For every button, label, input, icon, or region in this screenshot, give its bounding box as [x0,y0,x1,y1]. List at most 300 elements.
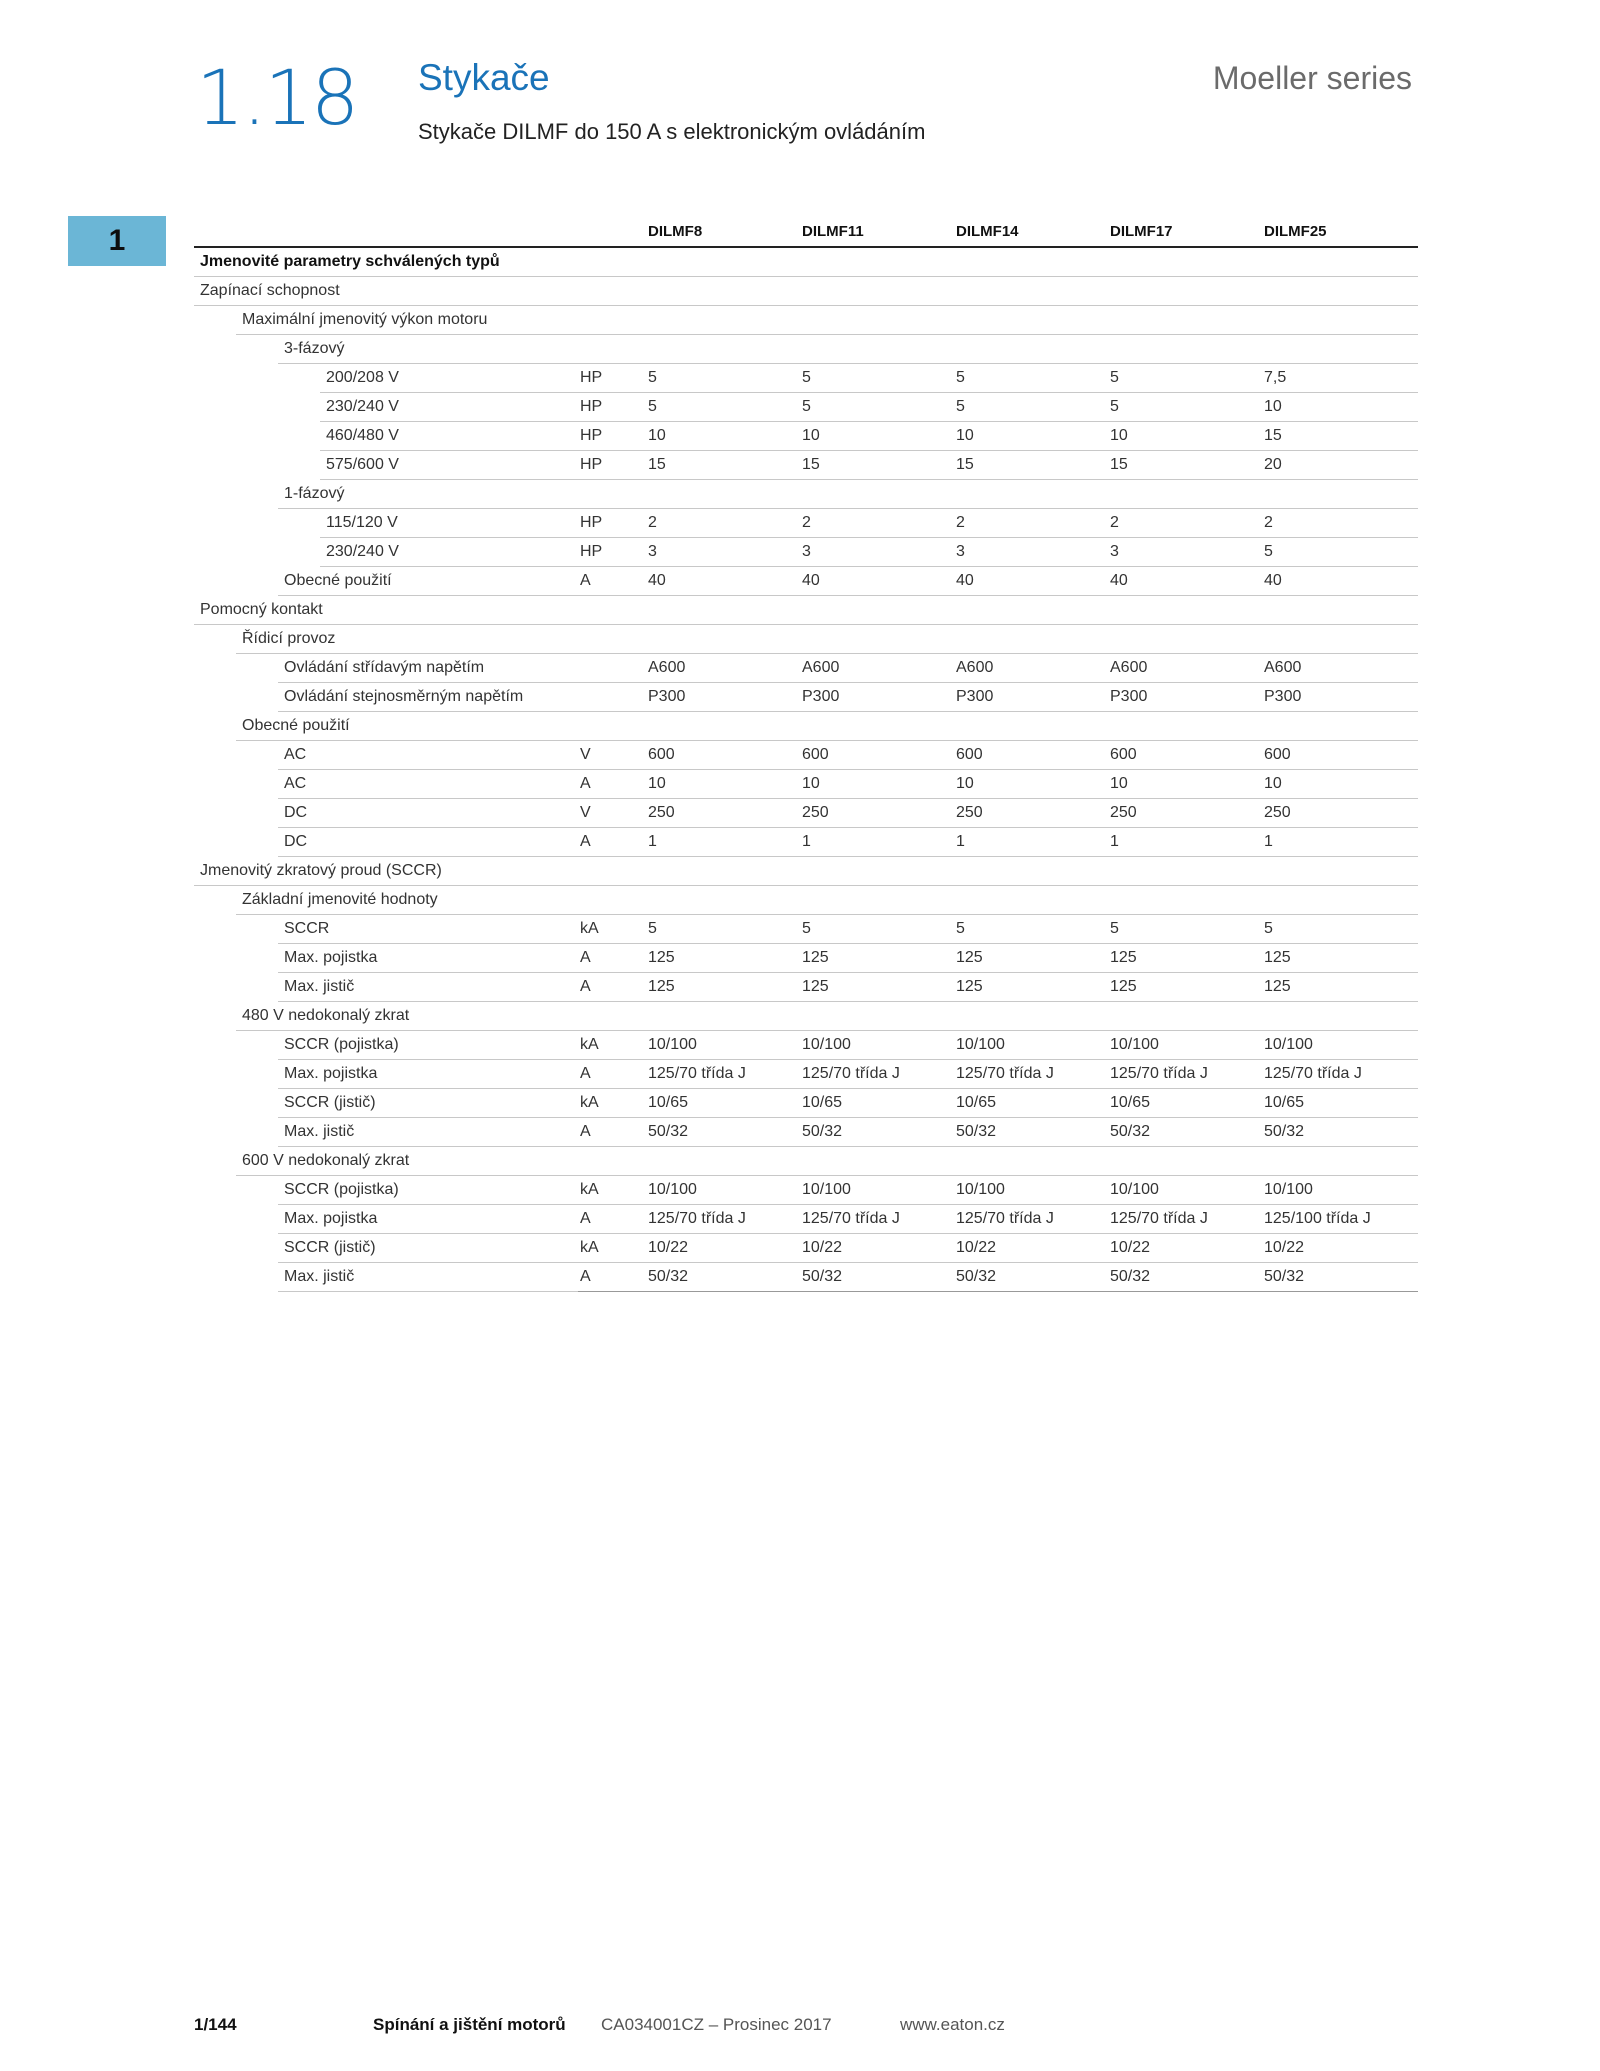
table-row [194,654,1418,683]
cell-value [1264,625,1418,654]
cell-value: 2 [1110,509,1264,538]
cell-value [802,335,956,364]
cell-value [802,1147,956,1176]
cell-value [802,857,956,886]
table-row [194,596,1418,625]
cell-value [802,277,956,306]
row-unit: kA [578,1089,648,1118]
footer-url[interactable]: www.eaton.cz [900,2015,1005,2034]
cell-value: 250 [1110,799,1264,828]
cell-value: 125 [1264,973,1418,1002]
row-label: 600 V nedokonalý zkrat [194,1147,578,1176]
cell-value [648,857,802,886]
row-label: 460/480 V [194,422,578,451]
row-label: Obecné použití [194,712,578,741]
cell-value [956,335,1110,364]
row-label: 3-fázový [194,335,578,364]
cell-value: 10/100 [956,1176,1110,1205]
row-label: Obecné použití [194,567,578,596]
column-header: DILMF8 [648,216,802,247]
cell-value: 1 [802,828,956,857]
cell-value [1264,857,1418,886]
cell-value [648,886,802,915]
cell-value: 5 [1264,538,1418,567]
group-title: Jmenovité parametry schválených typů [194,247,1418,277]
cell-value: 5 [956,364,1110,393]
cell-value: 10/65 [1110,1089,1264,1118]
cell-value: 50/32 [1264,1263,1418,1292]
cell-value: 10 [1110,770,1264,799]
row-unit: HP [578,538,648,567]
cell-value: 2 [648,509,802,538]
row-unit [578,1147,648,1176]
cell-value: 5 [1110,393,1264,422]
row-unit: kA [578,1176,648,1205]
row-label: DC [194,799,578,828]
cell-value [1264,277,1418,306]
cell-value: 3 [1110,538,1264,567]
cell-value: 10/22 [1110,1234,1264,1263]
cell-value [956,857,1110,886]
cell-value: 250 [1264,799,1418,828]
cell-value: 600 [1110,741,1264,770]
table-row [194,1002,1418,1031]
cell-value: 10 [648,422,802,451]
cell-value [956,480,1110,509]
cell-value [956,1002,1110,1031]
row-unit [578,277,648,306]
cell-value: 10/100 [648,1031,802,1060]
row-label: 1-fázový [194,480,578,509]
cell-value: 5 [956,915,1110,944]
cell-value: 10/100 [1264,1031,1418,1060]
cell-value: 10/100 [802,1031,956,1060]
series-label: Moeller series [1212,60,1412,96]
cell-value: 10/100 [802,1176,956,1205]
cell-value: 10/22 [648,1234,802,1263]
table-row [194,509,1418,538]
table-row [194,393,1418,422]
page-subtitle: Stykače DILMF do 150 A s elektronickým ovládáním [418,119,926,144]
cell-value: 250 [956,799,1110,828]
row-label: Jmenovitý zkratový proud (SCCR) [194,857,578,886]
row-label: Max. jistič [194,973,578,1002]
cell-value: 10 [1264,770,1418,799]
chapter-tab: 1 [68,216,166,266]
table-row [194,1263,1418,1292]
cell-value: 40 [1264,567,1418,596]
cell-value [1264,712,1418,741]
cell-value: 50/32 [802,1118,956,1147]
cell-value: 5 [1110,364,1264,393]
cell-value: 5 [802,393,956,422]
footer-topic: Spínání a jištění motorů [373,2015,566,2034]
cell-value: 125 [956,973,1110,1002]
cell-value [1110,480,1264,509]
cell-value: 1 [1264,828,1418,857]
row-label: Max. jistič [194,1118,578,1147]
cell-value [1110,1147,1264,1176]
cell-value [956,712,1110,741]
row-label: AC [194,770,578,799]
cell-value: 10 [956,422,1110,451]
cell-value [648,277,802,306]
row-unit: A [578,770,648,799]
cell-value [802,886,956,915]
cell-value [648,596,802,625]
cell-value [1110,306,1264,335]
footer-document: CA034001CZ – Prosinec 2017 [601,2015,832,2034]
row-label: 115/120 V [194,509,578,538]
row-unit: kA [578,915,648,944]
row-label: 230/240 V [194,538,578,567]
cell-value [648,1147,802,1176]
table-row [194,1176,1418,1205]
cell-value [1264,306,1418,335]
cell-value: 125/100 třída J [1264,1205,1418,1234]
row-label: Ovládání stejnosměrným napětím [194,683,578,712]
column-header: DILMF14 [956,216,1110,247]
row-unit: V [578,741,648,770]
cell-value: 3 [648,538,802,567]
table-row [194,944,1418,973]
table-row [194,799,1418,828]
cell-value [1264,1002,1418,1031]
row-label: 230/240 V [194,393,578,422]
row-unit: A [578,1205,648,1234]
cell-value: 125/70 třída J [956,1060,1110,1089]
cell-value: 50/32 [648,1263,802,1292]
cell-value [1264,886,1418,915]
cell-value: 5 [1110,915,1264,944]
cell-value: 1 [956,828,1110,857]
cell-value: 125 [802,973,956,1002]
cell-value: 125/70 třída J [956,1205,1110,1234]
cell-value [956,1147,1110,1176]
row-unit [578,857,648,886]
row-label: SCCR (pojistka) [194,1176,578,1205]
cell-value: 50/32 [1110,1263,1264,1292]
row-unit: A [578,828,648,857]
cell-value [802,306,956,335]
cell-value: 10/22 [802,1234,956,1263]
cell-value: 10/100 [1264,1176,1418,1205]
cell-value: 15 [648,451,802,480]
cell-value: 10 [802,770,956,799]
cell-value: 50/32 [956,1118,1110,1147]
cell-value: 10 [956,770,1110,799]
cell-value: 3 [802,538,956,567]
column-header: DILMF25 [1264,216,1418,247]
cell-value [1110,857,1264,886]
cell-value: A600 [648,654,802,683]
cell-value: 1 [648,828,802,857]
row-unit: HP [578,422,648,451]
cell-value: 10/100 [956,1031,1110,1060]
cell-value: 5 [648,393,802,422]
section-number: 1.18 [196,53,358,142]
row-unit: A [578,567,648,596]
page-number: 1/144 [194,2015,237,2034]
table-row [194,277,1418,306]
cell-value: 10 [1110,422,1264,451]
cell-value: A600 [1264,654,1418,683]
table-row [194,567,1418,596]
specification-table [194,216,1418,1292]
cell-value: 125/70 třída J [648,1060,802,1089]
table-row [194,1118,1418,1147]
table-row [194,306,1418,335]
cell-value: 50/32 [802,1263,956,1292]
table-row [194,451,1418,480]
cell-value: 125/70 třída J [1264,1060,1418,1089]
cell-value [1110,712,1264,741]
cell-value: 50/32 [1110,1118,1264,1147]
cell-value [802,625,956,654]
cell-value: 15 [1110,451,1264,480]
table-row [194,625,1418,654]
row-unit [578,306,648,335]
cell-value: 5 [648,364,802,393]
cell-value [1110,1002,1264,1031]
cell-value [1110,335,1264,364]
cell-value [802,712,956,741]
row-unit: V [578,799,648,828]
cell-value: P300 [648,683,802,712]
cell-value: 1 [1110,828,1264,857]
cell-value: 125 [648,944,802,973]
cell-value [648,480,802,509]
table-row [194,1089,1418,1118]
row-label: Max. pojistka [194,944,578,973]
cell-value [648,335,802,364]
cell-value: A600 [956,654,1110,683]
row-label: Max. pojistka [194,1060,578,1089]
cell-value: 2 [1264,509,1418,538]
cell-value [802,480,956,509]
cell-value: 125 [802,944,956,973]
table-row [194,364,1418,393]
row-unit: HP [578,364,648,393]
row-unit [578,596,648,625]
cell-value: A600 [802,654,956,683]
group-title-row [194,247,1418,277]
cell-value: 10/65 [802,1089,956,1118]
cell-value: 5 [648,915,802,944]
cell-value: 5 [802,364,956,393]
cell-value: 125 [1110,944,1264,973]
cell-value: 20 [1264,451,1418,480]
cell-value: 50/32 [648,1118,802,1147]
table-row [194,973,1418,1002]
row-unit: HP [578,451,648,480]
table-row [194,1147,1418,1176]
table-row [194,915,1418,944]
table-row [194,683,1418,712]
cell-value [1110,277,1264,306]
cell-value: P300 [1110,683,1264,712]
cell-value: 2 [956,509,1110,538]
cell-value: 10 [648,770,802,799]
cell-value: 15 [802,451,956,480]
cell-value [648,625,802,654]
row-unit [578,683,648,712]
cell-value: 7,5 [1264,364,1418,393]
row-unit: A [578,1118,648,1147]
cell-value: 15 [1264,422,1418,451]
cell-value [1264,596,1418,625]
cell-value: 250 [802,799,956,828]
cell-value: 125 [648,973,802,1002]
row-label: Max. pojistka [194,1205,578,1234]
row-label: Pomocný kontakt [194,596,578,625]
cell-value [1110,596,1264,625]
row-label: 575/600 V [194,451,578,480]
row-unit: A [578,1263,648,1292]
cell-value: 5 [956,393,1110,422]
cell-value: 40 [648,567,802,596]
column-header: DILMF11 [802,216,956,247]
cell-value: 125 [1264,944,1418,973]
cell-value: 5 [1264,915,1418,944]
cell-value: 600 [956,741,1110,770]
row-label: DC [194,828,578,857]
cell-value: 125 [956,944,1110,973]
cell-value: 40 [956,567,1110,596]
cell-value [802,1002,956,1031]
cell-value: 600 [802,741,956,770]
cell-value [1264,480,1418,509]
table-row [194,828,1418,857]
cell-value: P300 [1264,683,1418,712]
cell-value: 10/22 [956,1234,1110,1263]
cell-value: 2 [802,509,956,538]
row-label: Ovládání střídavým napětím [194,654,578,683]
cell-value: 40 [1110,567,1264,596]
cell-value: 125/70 třída J [648,1205,802,1234]
cell-value: 125/70 třída J [802,1060,956,1089]
row-unit: A [578,973,648,1002]
cell-value: 10/100 [648,1176,802,1205]
cell-value: 250 [648,799,802,828]
cell-value: A600 [1110,654,1264,683]
table-row [194,886,1418,915]
table-row [194,538,1418,567]
row-unit: HP [578,509,648,538]
cell-value: 10/65 [648,1089,802,1118]
table-row [194,741,1418,770]
row-label: SCCR [194,915,578,944]
table-row [194,1234,1418,1263]
row-label: AC [194,741,578,770]
row-unit [578,1002,648,1031]
cell-value [648,1002,802,1031]
cell-value: 10/100 [1110,1176,1264,1205]
cell-value [956,277,1110,306]
row-label: Max. jistič [194,1263,578,1292]
row-label: SCCR (pojistka) [194,1031,578,1060]
row-unit [578,625,648,654]
table-row [194,857,1418,886]
cell-value: 125/70 třída J [1110,1205,1264,1234]
row-label: SCCR (jistič) [194,1234,578,1263]
table-row [194,1205,1418,1234]
header-unit-cell [578,216,648,247]
row-label: Zapínací schopnost [194,277,578,306]
row-unit [578,886,648,915]
row-unit: A [578,1060,648,1089]
cell-value: 125 [1110,973,1264,1002]
cell-value [648,712,802,741]
row-label: Základní jmenovité hodnoty [194,886,578,915]
cell-value: 10 [1264,393,1418,422]
row-unit: kA [578,1031,648,1060]
cell-value: 125/70 třída J [1110,1060,1264,1089]
cell-value: P300 [802,683,956,712]
row-unit [578,480,648,509]
row-unit: kA [578,1234,648,1263]
cell-value: P300 [956,683,1110,712]
cell-value [956,886,1110,915]
row-unit: HP [578,393,648,422]
cell-value [648,306,802,335]
cell-value: 10 [802,422,956,451]
cell-value: 600 [1264,741,1418,770]
header-label-cell [194,216,578,247]
page-title: Stykače [418,57,550,98]
table-row [194,1060,1418,1089]
cell-value: 50/32 [956,1263,1110,1292]
table-row [194,480,1418,509]
row-unit [578,712,648,741]
cell-value: 15 [956,451,1110,480]
cell-value [956,306,1110,335]
row-label: 480 V nedokonalý zkrat [194,1002,578,1031]
cell-value: 10/22 [1264,1234,1418,1263]
table-row [194,770,1418,799]
row-unit [578,335,648,364]
table-row [194,335,1418,364]
row-unit: A [578,944,648,973]
cell-value: 600 [648,741,802,770]
row-unit [578,654,648,683]
cell-value: 10/65 [956,1089,1110,1118]
cell-value: 10/65 [1264,1089,1418,1118]
row-label: Řídicí provoz [194,625,578,654]
table-row [194,1031,1418,1060]
cell-value [802,596,956,625]
column-header: DILMF17 [1110,216,1264,247]
cell-value: 10/100 [1110,1031,1264,1060]
row-label: 200/208 V [194,364,578,393]
cell-value: 50/32 [1264,1118,1418,1147]
cell-value: 3 [956,538,1110,567]
row-label: Maximální jmenovitý výkon motoru [194,306,578,335]
cell-value [1110,886,1264,915]
cell-value [1264,335,1418,364]
cell-value [1264,1147,1418,1176]
cell-value [956,596,1110,625]
cell-value [956,625,1110,654]
cell-value: 40 [802,567,956,596]
cell-value: 5 [802,915,956,944]
table-row [194,712,1418,741]
table-row [194,422,1418,451]
row-label: SCCR (jistič) [194,1089,578,1118]
cell-value [1110,625,1264,654]
table-header-row [194,216,1418,247]
cell-value: 125/70 třída J [802,1205,956,1234]
